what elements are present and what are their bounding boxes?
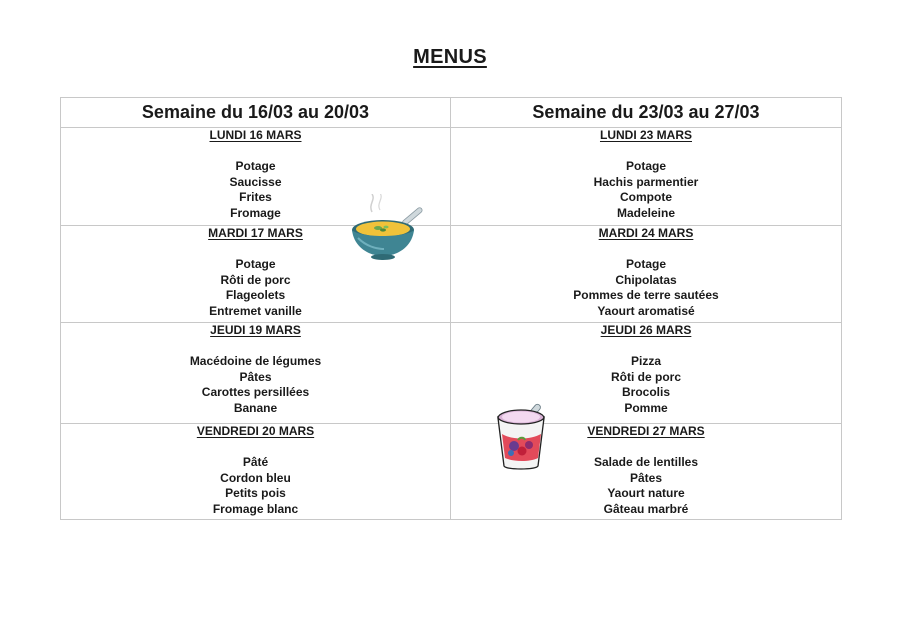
dish-item: Potage	[625, 257, 666, 272]
dish-item: Frites	[239, 190, 272, 205]
table-header-row	[61, 98, 842, 128]
dish-item: Cordon bleu	[220, 470, 291, 485]
dish-item: Pomme	[624, 400, 668, 415]
dish-item: Banane	[233, 400, 278, 415]
day-title: JEUDI 19 MARS	[210, 323, 301, 337]
table-row	[61, 226, 842, 323]
day-title: JEUDI 26 MARS	[600, 323, 692, 337]
dish-item: Flageolets	[225, 288, 286, 303]
table-row	[61, 323, 842, 424]
dish-item: Pommes de terre sautées	[573, 288, 719, 303]
dish-item: Madeleine	[616, 205, 676, 220]
day-title: VENDREDI 20 MARS	[196, 424, 315, 438]
week-2-header: Semaine du 23/03 au 27/03	[451, 98, 842, 128]
dish-item: Petits pois	[225, 486, 286, 501]
menu-table	[60, 97, 842, 520]
table-row	[61, 128, 842, 226]
dish-item: Entremet vanille	[209, 303, 302, 318]
dish-item: Rôti de porc	[220, 272, 291, 287]
dish-item: Fromage	[230, 205, 281, 220]
dish-item: Hachis parmentier	[593, 174, 699, 189]
day-cell	[61, 323, 451, 424]
soup-bowl-icon	[350, 194, 428, 264]
dish-item: Pâtes	[629, 470, 663, 485]
dish-item: Yaourt aromatisé	[597, 303, 695, 318]
dish-item: Carottes persillées	[201, 385, 310, 400]
dish-item: Gâteau marbré	[603, 501, 689, 516]
dish-item: Rôti de porc	[610, 369, 681, 384]
dish-item: Salade de lentilles	[593, 455, 699, 470]
dish-item: Saucisse	[229, 174, 282, 189]
dish-item: Compote	[620, 190, 672, 205]
dish-item: Pâté	[242, 455, 269, 470]
day-title: MARDI 17 MARS	[208, 226, 303, 240]
dish-item: Brocolis	[621, 385, 670, 400]
day-cell	[451, 128, 842, 226]
dish-item: Macédoine de légumes	[189, 354, 322, 369]
dish-item: Yaourt nature	[607, 486, 685, 501]
day-cell	[451, 226, 842, 323]
dish-item: Pizza	[630, 354, 661, 369]
page-title: MENUS	[413, 46, 487, 68]
table-row	[61, 424, 842, 520]
day-title: MARDI 24 MARS	[598, 226, 694, 240]
day-title: LUNDI 23 MARS	[599, 128, 692, 142]
dish-item: Pâtes	[239, 369, 272, 384]
day-cell	[61, 424, 451, 520]
dish-item: Potage	[235, 257, 276, 272]
day-title: LUNDI 16 MARS	[209, 128, 302, 142]
dish-item: Potage	[625, 159, 666, 174]
dish-item: Potage	[235, 159, 276, 174]
dish-item: Fromage blanc	[212, 501, 299, 516]
day-title: VENDREDI 27 MARS	[587, 424, 705, 438]
yogurt-cup-icon	[494, 400, 554, 474]
dish-item: Chipolatas	[615, 272, 677, 287]
week-1-header: Semaine du 16/03 au 20/03	[61, 98, 451, 128]
